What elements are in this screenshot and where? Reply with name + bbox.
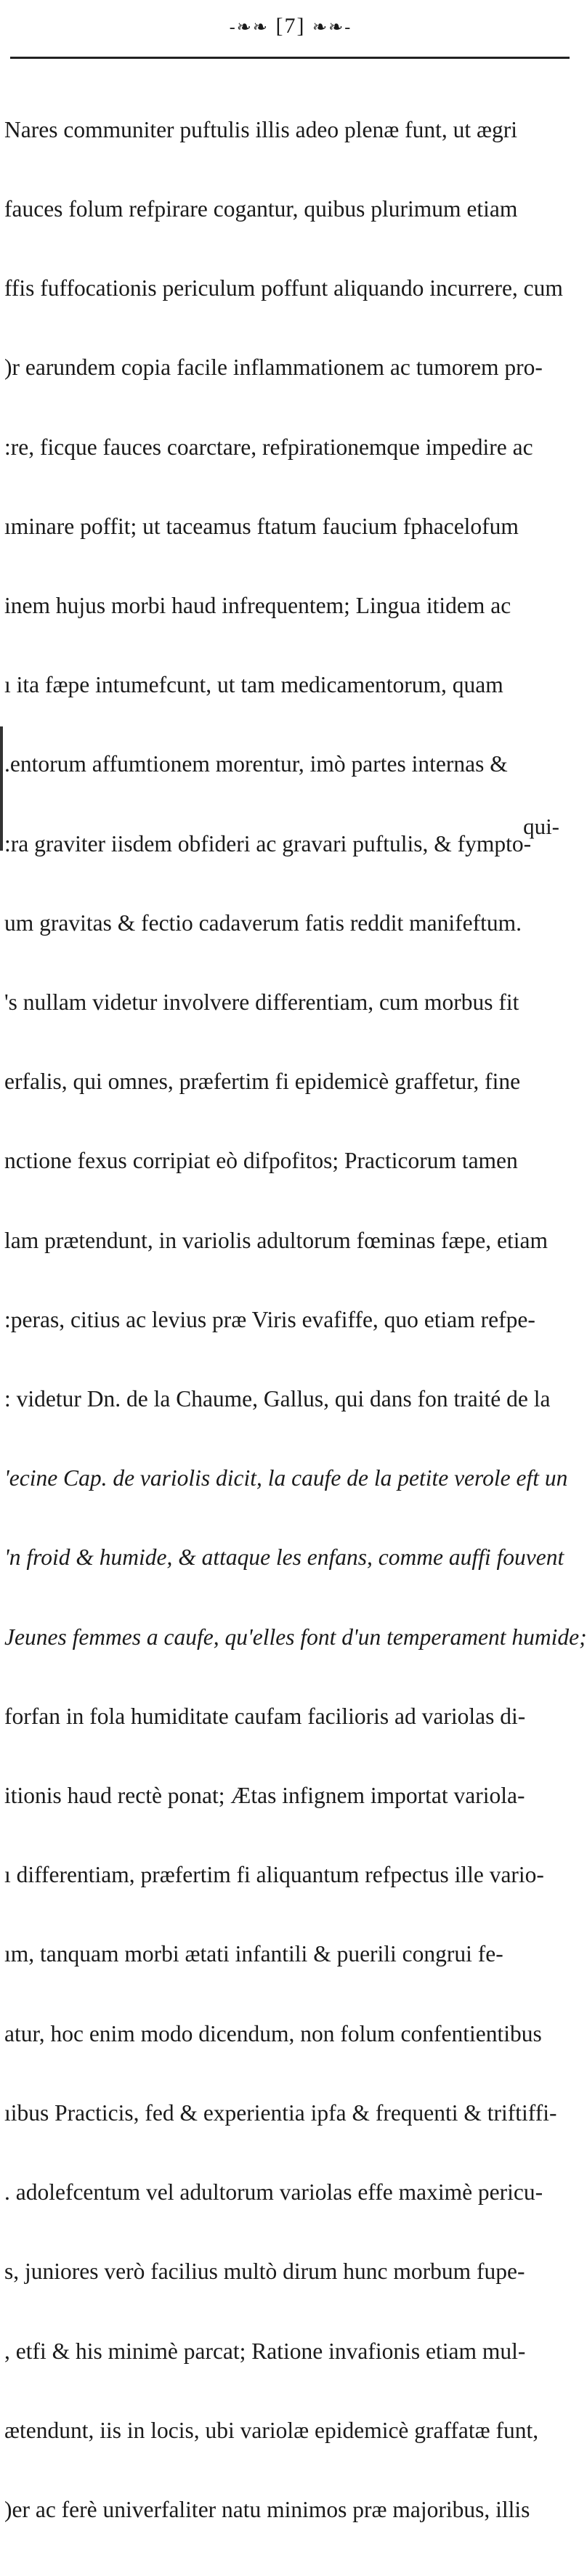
page-header [0, 12, 581, 58]
text-line: :ra graviter iisdem obfideri ac gravari puftulis, & fympto- [4, 830, 532, 856]
page-number-line [0, 12, 581, 42]
body-text [0, 64, 587, 2576]
text-line: atur, hoc enim modo dicendum, non folum confentientibus [4, 2020, 542, 2046]
text-line: :peras, citius ac levius præ Viris evafiffe, quo etiam refpe- [4, 1306, 535, 1332]
text-line: itionis haud rectè ponat; Ætas infignem importat variola- [4, 1783, 525, 1809]
text-line: : videtur Dn. de la Chaume, Gallus, qui dans fon traité de la [4, 1386, 551, 1412]
text-line: fauces folum refpirare cogantur, quibus plurimum etiam [4, 196, 518, 222]
text-line: , etfi & his minimè parcat; Ratione invafionis etiam mul- [4, 2338, 526, 2364]
text-line: ı ita fæpe intumefcunt, ut tam medicamentorum, quam [4, 672, 503, 698]
left-ornament: -❧❧ [229, 18, 269, 38]
text-line: ı differentiam, præfertim fi aliquantum refpectus ille vario- [4, 1862, 544, 1888]
text-line: nctione fexus corripiat eò difpofitos; Practicorum tamen [4, 1148, 518, 1174]
text-line: lam prætendunt, in variolis adultorum fœminas fæpe, etiam [4, 1227, 548, 1253]
right-ornament: ❧❧- [312, 18, 352, 38]
text-line: ıminare poffit; ut taceamus ftatum faucium fphacelofum [4, 513, 519, 539]
text-line: ffis fuffocationis periculum poffunt aliquando incurrere, cum [4, 275, 563, 301]
text-line: .entorum affumtionem morentur, imò partes internas & [4, 751, 508, 777]
text-line-italic: 'n froid & humide, & attaque les enfans, comme auffi fouvent [4, 1544, 564, 1571]
text-line: ıibus Practicis, fed & experientia ipfa & frequenti & triftiffi- [4, 2099, 557, 2126]
text-line: )r earundem copia facile inflammationem ac tumorem pro- [4, 355, 543, 381]
text-line: erfalis, qui omnes, præfertim fi epidemicè graffetur, fine [4, 1069, 521, 1095]
text-line-italic: 'ecine Cap. de variolis dicit, la caufe de la petite verole eft un [4, 1465, 568, 1491]
text-line: Nares communiter puftulis illis adeo plenæ funt, ut ægri [4, 116, 518, 142]
text-line: inem hujus morbi haud infrequentem; Lingua itidem ac [4, 593, 511, 619]
text-line: :re, ficque fauces coarctare, refpirationemque impedire ac [4, 434, 533, 460]
text-line: 's nullam videtur involvere differentiam, cum morbus fit [4, 989, 519, 1016]
page-number: [7] [275, 14, 306, 38]
text-line: ım, tanquam morbi ætati infantili & puerili congrui fe- [4, 1941, 503, 1967]
text-line: s, juniores verò facilius multò dirum hunc morbum fupe- [4, 2259, 525, 2285]
header-rule [10, 57, 570, 59]
text-line: ætendunt, iis in locis, ubi variolæ epidemicè graffatæ funt, [4, 2417, 539, 2443]
catchword: qui- [523, 814, 559, 839]
text-line: forfan in fola humiditate caufam facilioris ad variolas di- [4, 1703, 526, 1729]
text-line: )er ac ferè univerfaliter natu minimos præ majoribus, illis [4, 2496, 530, 2522]
text-line: um gravitas & fectio cadaverum fatis reddit manifeftum. [4, 910, 522, 936]
text-line: . adolefcentum vel adultorum variolas effe maximè pericu- [4, 2179, 543, 2206]
text-line-italic: Jeunes femmes a caufe, qu'elles font d'un temperament humide; [4, 1624, 587, 1650]
binding-edge [0, 726, 3, 851]
